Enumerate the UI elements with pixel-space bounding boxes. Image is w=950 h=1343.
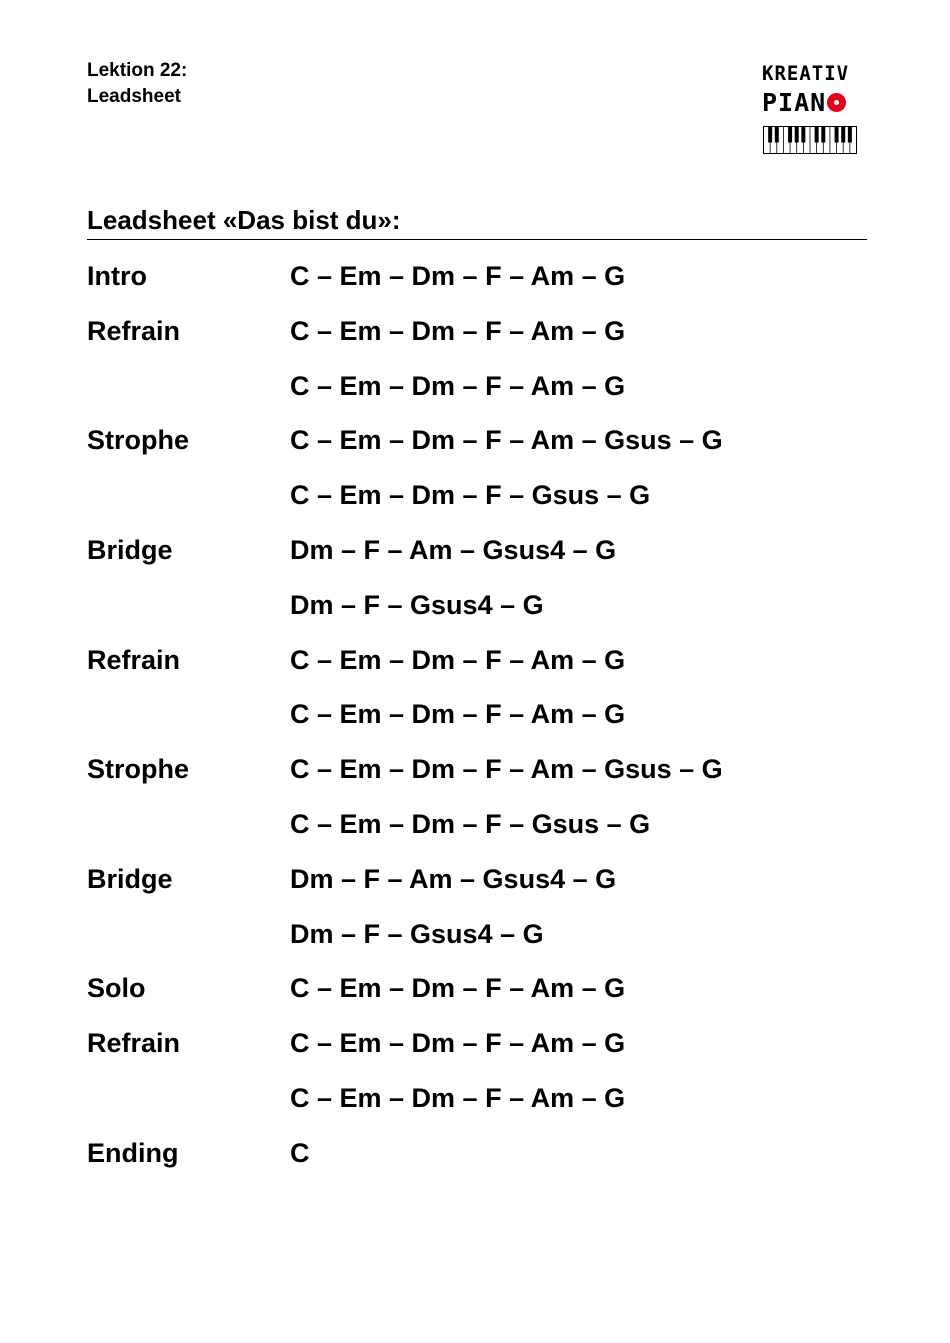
chord-row	[87, 1081, 723, 1136]
chord-row	[87, 697, 723, 752]
chord-row	[87, 478, 723, 533]
logo-text-kreativ: KREATIV	[762, 61, 850, 85]
piano-black-key	[795, 127, 799, 143]
chord-progression: C – Em – Dm – F – Am – G	[290, 261, 626, 291]
piano-black-key	[768, 127, 772, 143]
chord-progression: C – Em – Dm – F – Am – Gsus – G	[290, 425, 723, 456]
piano-keys-icon	[763, 126, 857, 154]
lesson-label: Lektion 22:	[87, 60, 188, 81]
chord-progression: Dm – F – Gsus4 – G	[290, 918, 544, 949]
chord-progression: Dm – F – Am – Gsus4 – G	[290, 863, 617, 894]
piano-black-key	[775, 127, 779, 143]
chord-progression: Dm – F – Gsus4 – G	[290, 589, 544, 620]
chord-row	[87, 971, 723, 1026]
piano-black-key	[788, 127, 792, 143]
chord-row	[87, 314, 723, 369]
section-label: Refrain	[87, 1028, 181, 1059]
chord-row	[87, 259, 723, 314]
chord-row	[87, 423, 723, 478]
section-label: Bridge	[87, 863, 173, 894]
piano-black-key	[821, 127, 825, 143]
piano-black-key	[848, 127, 852, 143]
logo-text-pian: PIAN	[762, 88, 827, 117]
section-label: Refrain	[87, 315, 181, 346]
section-label: Bridge	[87, 534, 173, 565]
chord-progression: C	[290, 1137, 310, 1168]
record-icon	[827, 93, 846, 112]
chord-row	[87, 643, 723, 698]
chord-progression: C – Em – Dm – F – Am – G	[290, 699, 626, 730]
chord-row	[87, 533, 723, 588]
chord-row	[87, 752, 723, 807]
chord-progression: C – Em – Dm – F – Am – Gsus – G	[290, 754, 723, 785]
chord-row	[87, 862, 723, 917]
chord-progression: C – Em – Dm – F – Gsus – G	[290, 808, 651, 839]
chord-progression: Dm – F – Am – Gsus4 – G	[290, 534, 617, 565]
chord-progression: C – Em – Dm – F – Am – G	[290, 370, 626, 401]
section-label: Solo	[87, 973, 146, 1004]
chord-progression: C – Em – Dm – F – Am – G	[290, 315, 626, 346]
chord-row	[87, 1026, 723, 1081]
section-label: Strophe	[87, 425, 190, 456]
chord-progression: C – Em – Dm – F – Am – G	[290, 1082, 626, 1113]
section-label: Strophe	[87, 754, 190, 785]
section-label: Ending	[87, 1137, 179, 1168]
title-divider	[87, 239, 867, 240]
chord-progression: C – Em – Dm – F – Am – G	[290, 973, 626, 1004]
chord-progression: C – Em – Dm – F – Am – G	[290, 1028, 626, 1059]
chord-row	[87, 588, 723, 643]
document-header	[87, 58, 187, 110]
kreativ-piano-logo	[760, 62, 860, 156]
chord-row	[87, 917, 723, 972]
chord-row	[87, 1136, 723, 1191]
chord-row	[87, 807, 723, 862]
section-label: Intro	[87, 261, 147, 291]
lesson-subtitle: Leadsheet	[87, 86, 181, 107]
piano-black-key	[835, 127, 839, 143]
piano-black-key	[815, 127, 819, 143]
piano-black-key	[841, 127, 845, 143]
page-title: Leadsheet «Das bist du»:	[87, 205, 401, 235]
chord-row	[87, 369, 723, 424]
chord-progression: C – Em – Dm – F – Am – G	[290, 644, 626, 675]
chord-table	[87, 259, 723, 1191]
logo-text-piano	[762, 90, 846, 115]
section-label: Refrain	[87, 644, 181, 675]
chord-progression: C – Em – Dm – F – Gsus – G	[290, 480, 651, 511]
piano-black-key	[801, 127, 805, 143]
